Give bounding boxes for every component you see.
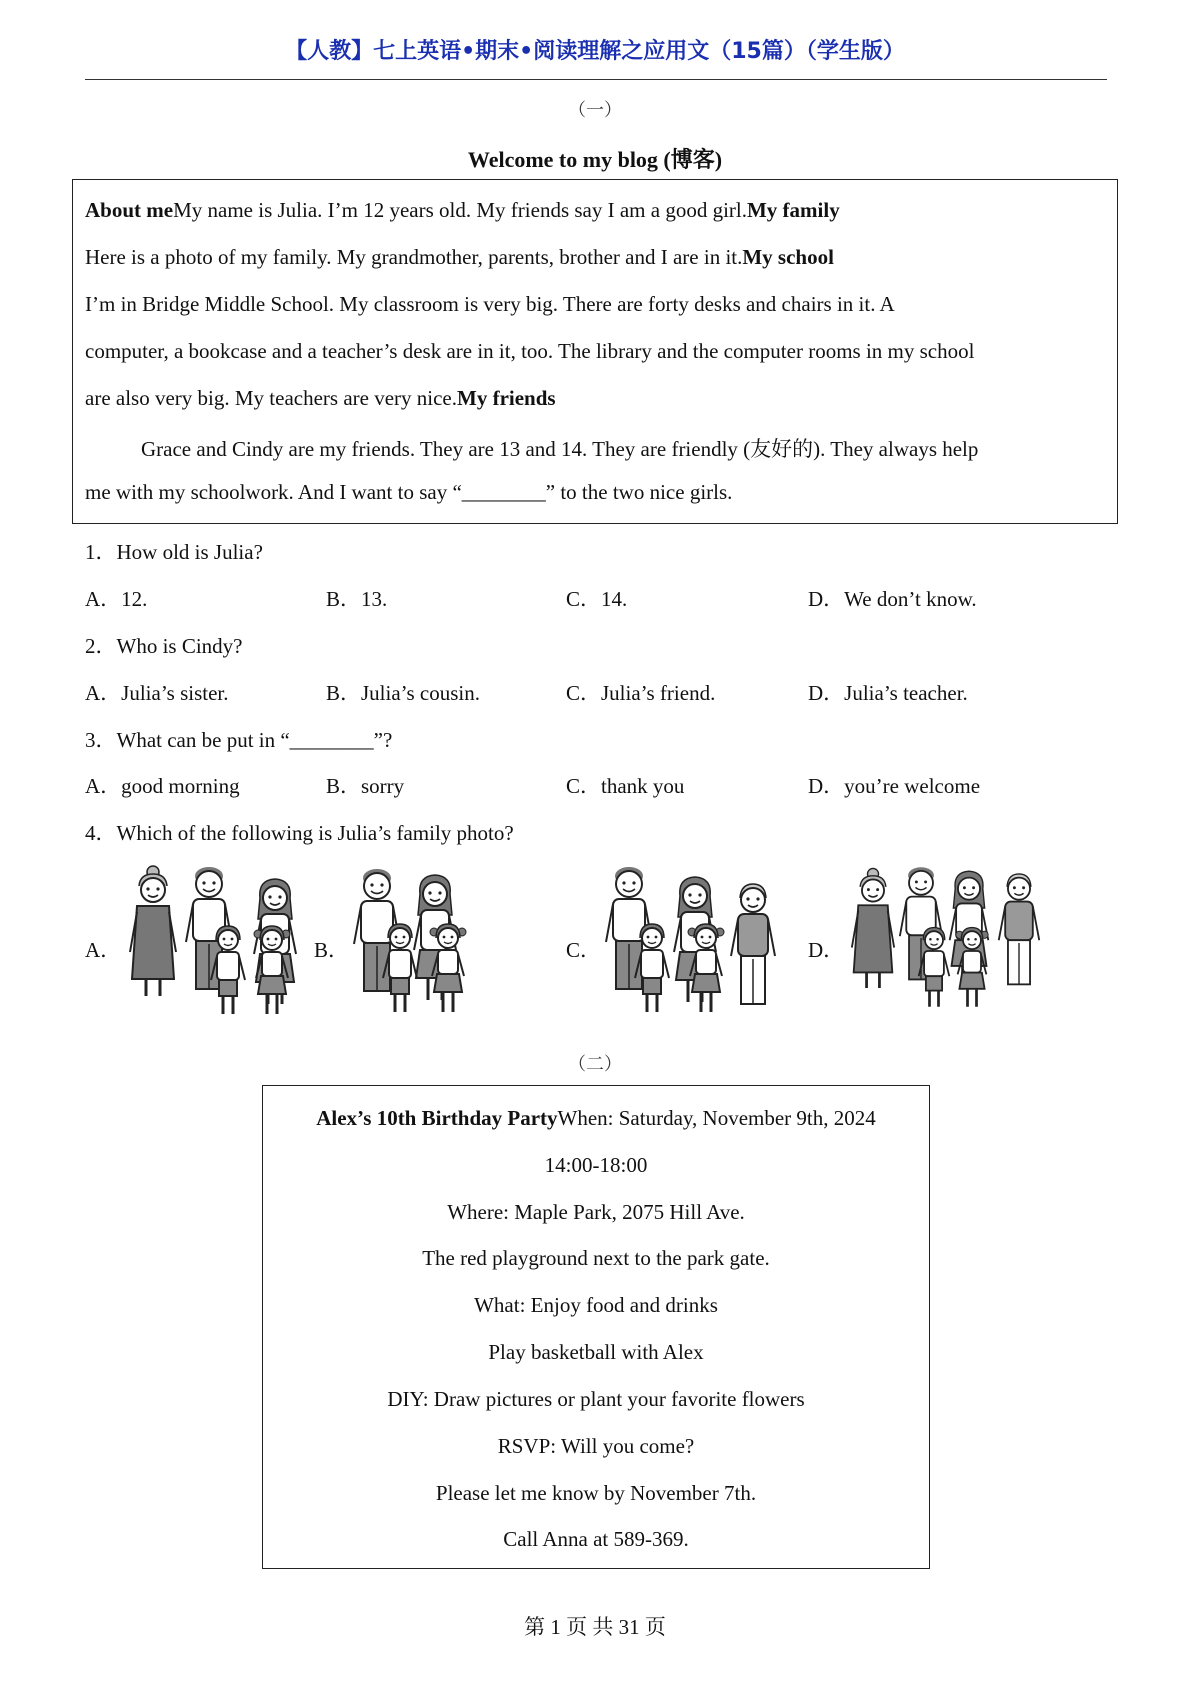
question-3-stem: 3．What can be put in “________”? [85,728,393,752]
notice-heading-line [262,1106,930,1131]
family-picture-b[interactable] [352,862,482,1016]
party-place-detail: The red playground next to the park gate. [422,1246,770,1270]
blog-title: Welcome to my blog (博客) [467,147,723,172]
question-3-option-b[interactable]: B．sorry [326,774,405,798]
passage-line-7: me with my schoolwork. And I want to say “________” to the two nice girls. [85,480,733,504]
family-picture-d[interactable] [850,862,1046,1016]
question-4-option-c-label[interactable]: C． [566,938,602,962]
passage-text-2: Here is a photo of my family. My grandmother, parents, brother and I are in it. [85,245,743,269]
my-friends-heading: My friends [457,386,556,410]
section-1-number: （一） [568,100,622,121]
section-2-number: （二） [568,1054,622,1075]
question-3-option-d[interactable]: D．you’re welcome [808,774,981,798]
question-3-option-c[interactable]: C．thank you [566,774,685,798]
question-2-stem: 2．Who is Cindy? [85,634,243,658]
party-what: What: Enjoy food and drinks [474,1293,718,1317]
family-picture-c[interactable] [604,862,784,1016]
family-picture-a[interactable] [128,862,310,1016]
party-where: Where: Maple Park, 2075 Hill Ave. [447,1200,745,1224]
party-rsvp: RSVP: Will you come? [497,1434,695,1458]
question-1-option-d[interactable]: D．We don’t know. [808,587,977,611]
question-4-option-b-label[interactable]: B． [314,938,350,962]
question-2-option-d[interactable]: D．Julia’s teacher. [808,681,968,705]
passage-line-2 [85,245,834,270]
question-3-option-a[interactable]: A．good morning [85,774,240,798]
question-1-stem: 1．How old is Julia? [85,540,263,564]
party-deadline: Please let me know by November 7th. [435,1481,757,1505]
passage-line-1 [85,198,840,223]
question-1-option-c[interactable]: C．14. [566,587,628,611]
passage-text-5: are also very big. My teachers are very nice. [85,386,457,410]
question-4-option-d-label[interactable]: D． [808,938,845,962]
question-2-option-a[interactable]: A．Julia’s sister. [85,681,229,705]
question-1-option-b[interactable]: B．13. [326,587,388,611]
page-number: 第 1 页 共 31 页 [524,1615,666,1639]
party-diy: DIY: Draw pictures or plant your favorite flowers [387,1387,805,1411]
passage-line-5 [85,386,556,411]
document-header-title: 【人教】七上英语•期末•阅读理解之应用文（15篇）（学生版） [285,39,905,64]
about-me-heading: About me [85,198,174,222]
party-time: 14:00-18:00 [544,1153,648,1177]
party-activity: Play basketball with Alex [488,1340,704,1364]
question-4-stem: 4．Which of the following is Julia’s family photo? [85,821,514,845]
question-2-option-b[interactable]: B．Julia’s cousin. [326,681,481,705]
question-1-option-a[interactable]: A．12. [85,587,148,611]
party-heading: Alex’s 10th Birthday Party [316,1106,558,1130]
party-contact: Call Anna at 589-369. [503,1527,689,1551]
header-divider [85,79,1107,80]
question-2-option-c[interactable]: C．Julia’s friend. [566,681,716,705]
party-when: When: Saturday, November 9th, 2024 [557,1106,876,1130]
question-4-option-a-label[interactable]: A． [85,938,122,962]
passage-text-1: My name is Julia. I’m 12 years old. My friends say I am a good girl. [173,198,747,222]
passage-line-4: computer, a bookcase and a teacher’s desk are in it, too. The library and the computer rooms in my school [85,339,975,363]
passage-line-6: Grace and Cindy are my friends. They are 13 and 14. They are friendly (友好的). They always help [141,437,979,461]
my-family-heading: My family [746,198,840,222]
my-school-heading: My school [742,245,834,269]
passage-line-3: I’m in Bridge Middle School. My classroom is very big. There are forty desks and chairs in it. A [85,292,895,316]
